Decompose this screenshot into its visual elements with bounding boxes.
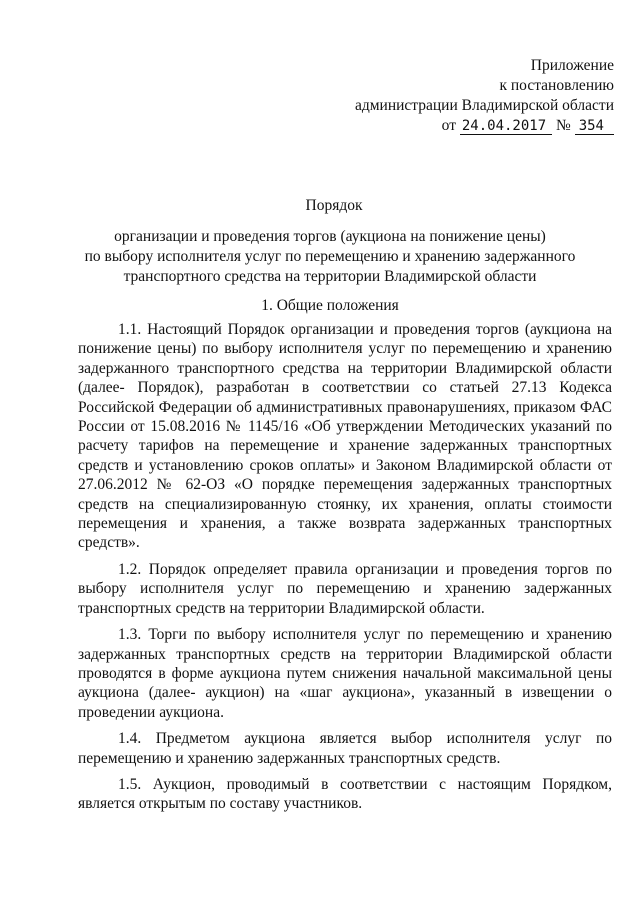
appendix-resolution: к постановлению [499, 77, 614, 94]
title-line-3: транспортного средства на территории Владимирской области [123, 268, 537, 285]
number-stamp: 354 [575, 118, 614, 135]
number-prefix: № [556, 117, 571, 134]
appendix-administration: администрации Владимирской области [354, 97, 614, 114]
paragraph-1-4: 1.4. Предметом аукциона является выбор исполнителя услуг по перемещению и хранению задержанных транспортных средств. [78, 730, 612, 767]
paragraph-1-2: 1.2. Порядок определяет правила организации и проведения торгов по выбору исполнителя услуг по перемещению и хранению задержанных транспортных средств на территории Владимирской области. [78, 560, 612, 617]
paragraph-1-5: 1.5. Аукцион, проводимый в соответствии с настоящим Порядком, является открытым по составу участников. [78, 775, 612, 813]
title-line-2: по выбору исполнителя услуг по перемещению и хранению задержанного [84, 248, 576, 265]
section-title: 1. Общие положения [261, 297, 399, 314]
date-stamp: 24.04.2017 [460, 118, 552, 135]
paragraph-1-1: 1.1. Настоящий Порядок организации и проведения торгов (аукциона на понижение цены) по выбору исполнителя услуг по перемещению и хранению задержанного транспортного средства на территории Владимирской области (далее- Порядок), разработан в соответствии со статьей 27.13 Кодекса Российской Федерации об административных правонарушениях, приказом ФАС России от 15.08.2016 № 1145/16 «Об утверждении Методических указаний по расчету тарифов на перемещение и хранение задержанных транспортных средств и установлению сроков оплаты» и Законом Владимирской области от 27.06.2012 № 62-ОЗ «О порядке перемещения задержанных транспортных средств на специализированную стоянку, их хранения, оплаты стоимости перемещения и хранения, а также возврата задержанных транспортных средств». [78, 321, 612, 552]
title-heading: Порядок [305, 197, 363, 214]
appendix-date-line [354, 116, 614, 136]
paragraph-1-3: 1.3. Торги по выбору исполнителя услуг по перемещению и хранению задержанных транспортных средств на территории Владимирской области проводятся в форме аукциона путем снижения начальной максимальной цены аукциона (далее- аукцион) на «шаг аукциона», указанный в извещении о проведении аукциона. [78, 626, 612, 721]
appendix-label: Приложение [530, 57, 614, 74]
document-body [78, 320, 612, 821]
title-line-1: организации и проведения торгов (аукциона на понижение цены) [114, 228, 546, 245]
document-title [40, 196, 620, 287]
appendix-header [354, 56, 614, 136]
date-prefix: от [441, 117, 456, 134]
